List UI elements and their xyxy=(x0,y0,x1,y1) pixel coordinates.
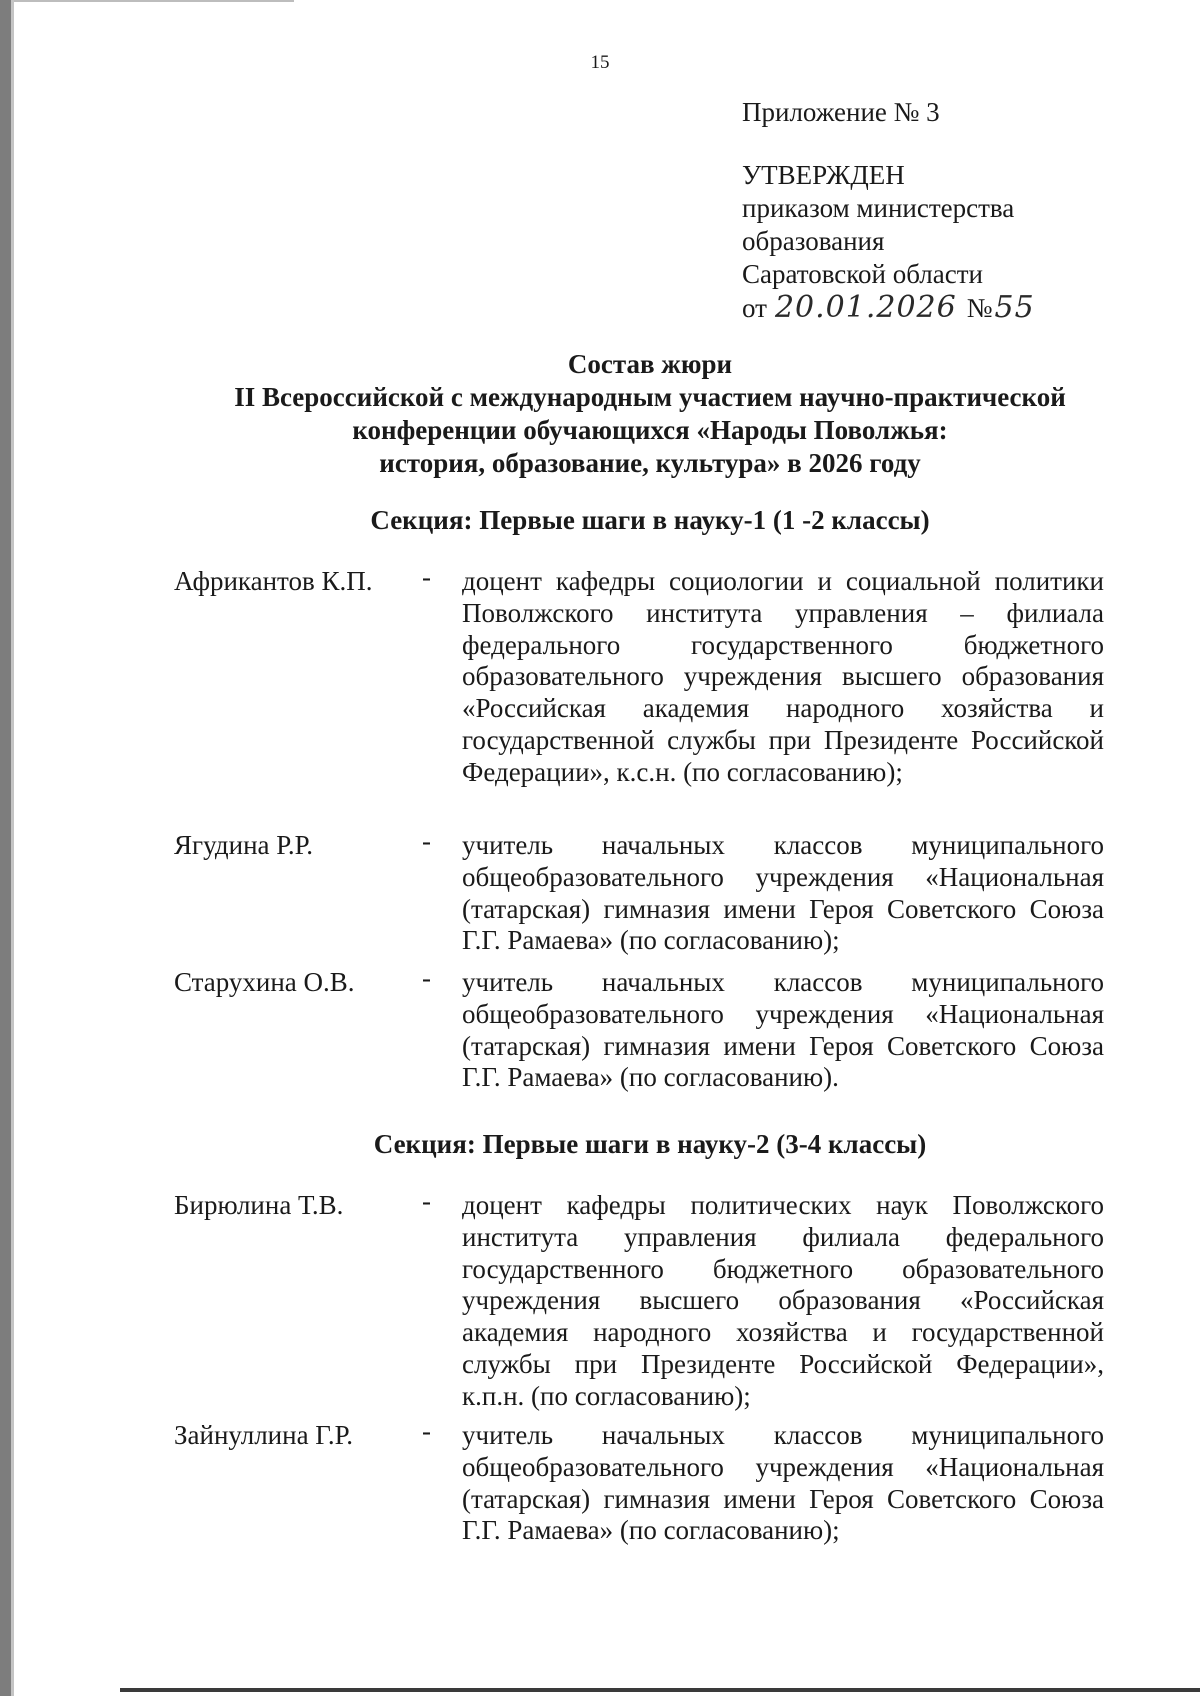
approval-order-line: приказом министерства xyxy=(742,193,1015,223)
date-prefix: от xyxy=(742,293,767,323)
member-dash: - xyxy=(422,1186,431,1216)
approval-ministry-line: образования xyxy=(742,226,885,256)
jury-member xyxy=(170,826,1110,958)
page-number: 15 xyxy=(590,52,610,73)
scan-top-edge xyxy=(14,0,294,2)
title-line-1: Состав жюри xyxy=(567,349,733,379)
jury-member xyxy=(170,963,1110,1095)
approval-date-line xyxy=(742,291,1162,325)
member-name: Африкантов К.П. xyxy=(174,566,373,596)
document-title xyxy=(60,348,1200,480)
handwritten-order-number: 55 xyxy=(994,290,1035,325)
member-dash: - xyxy=(422,1416,431,1446)
member-dash: - xyxy=(422,562,431,592)
appendix-label: Приложение № 3 xyxy=(742,97,940,127)
jury-member xyxy=(170,1186,1110,1412)
scan-left-edge xyxy=(0,0,11,1696)
title-line-4: история, образование, культура» в 2026 году xyxy=(379,448,921,478)
member-description: доцент кафедры социологии и социальной политики Поволжского института управления – филиала федерального государственного бюджетного образовательного учреждения высшего образования «Российская академия народного хозяйства и государственной службы при Президенте Российской Федерации», к.с.н. (по согласованию); xyxy=(462,566,1104,787)
jury-member xyxy=(170,562,1110,820)
handwritten-date: 20.01.2026 xyxy=(774,290,957,325)
member-dash: - xyxy=(422,963,431,993)
member-name: Зайнуллина Г.Р. xyxy=(174,1420,354,1450)
title-line-3: конференции обучающихся «Народы Поволжья: xyxy=(352,415,948,445)
member-description: учитель начальных классов муниципального общеобразовательного учреждения «Национальная (татарская) гимназия имени Героя Советского Союза Г.Г. Рамаева» (по согласованию); xyxy=(462,1420,1104,1546)
member-description: учитель начальных классов муниципального общеобразовательного учреждения «Национальная (татарская) гимназия имени Героя Советского Союза Г.Г. Рамаева» (по согласованию). xyxy=(462,967,1104,1093)
section-title-1: Секция: Первые шаги в науку-1 (1 -2 классы) xyxy=(370,505,930,535)
section-title-2: Секция: Первые шаги в науку-2 (3-4 классы) xyxy=(373,1129,927,1159)
member-name: Ягудина Р.Р. xyxy=(174,830,314,860)
member-name: Бирюлина Т.В. xyxy=(174,1190,344,1220)
member-dash: - xyxy=(422,826,431,856)
approval-region-line: Саратовской области xyxy=(742,259,983,289)
member-description: доцент кафедры политических наук Поволжского института управления филиала федерального государственного бюджетного образовательного учреждения высшего образования «Российская академия народного хозяйства и государственной службы при Президенте Российской Федерации», к.п.н. (по согласованию); xyxy=(462,1190,1104,1411)
number-prefix: № xyxy=(966,293,993,323)
scan-left-edge-shadow xyxy=(11,0,14,1696)
jury-member xyxy=(170,1416,1110,1548)
approval-block xyxy=(742,96,1162,325)
member-name: Старухина О.В. xyxy=(174,967,355,997)
member-description: учитель начальных классов муниципального общеобразовательного учреждения «Национальная (татарская) гимназия имени Героя Советского Союза Г.Г. Рамаева» (по согласованию); xyxy=(462,830,1104,956)
scan-bottom-edge xyxy=(120,1688,1200,1692)
approved-label: УТВЕРЖДЕН xyxy=(742,160,905,190)
title-line-2: II Всероссийской с международным участием научно-практической xyxy=(234,382,1066,412)
